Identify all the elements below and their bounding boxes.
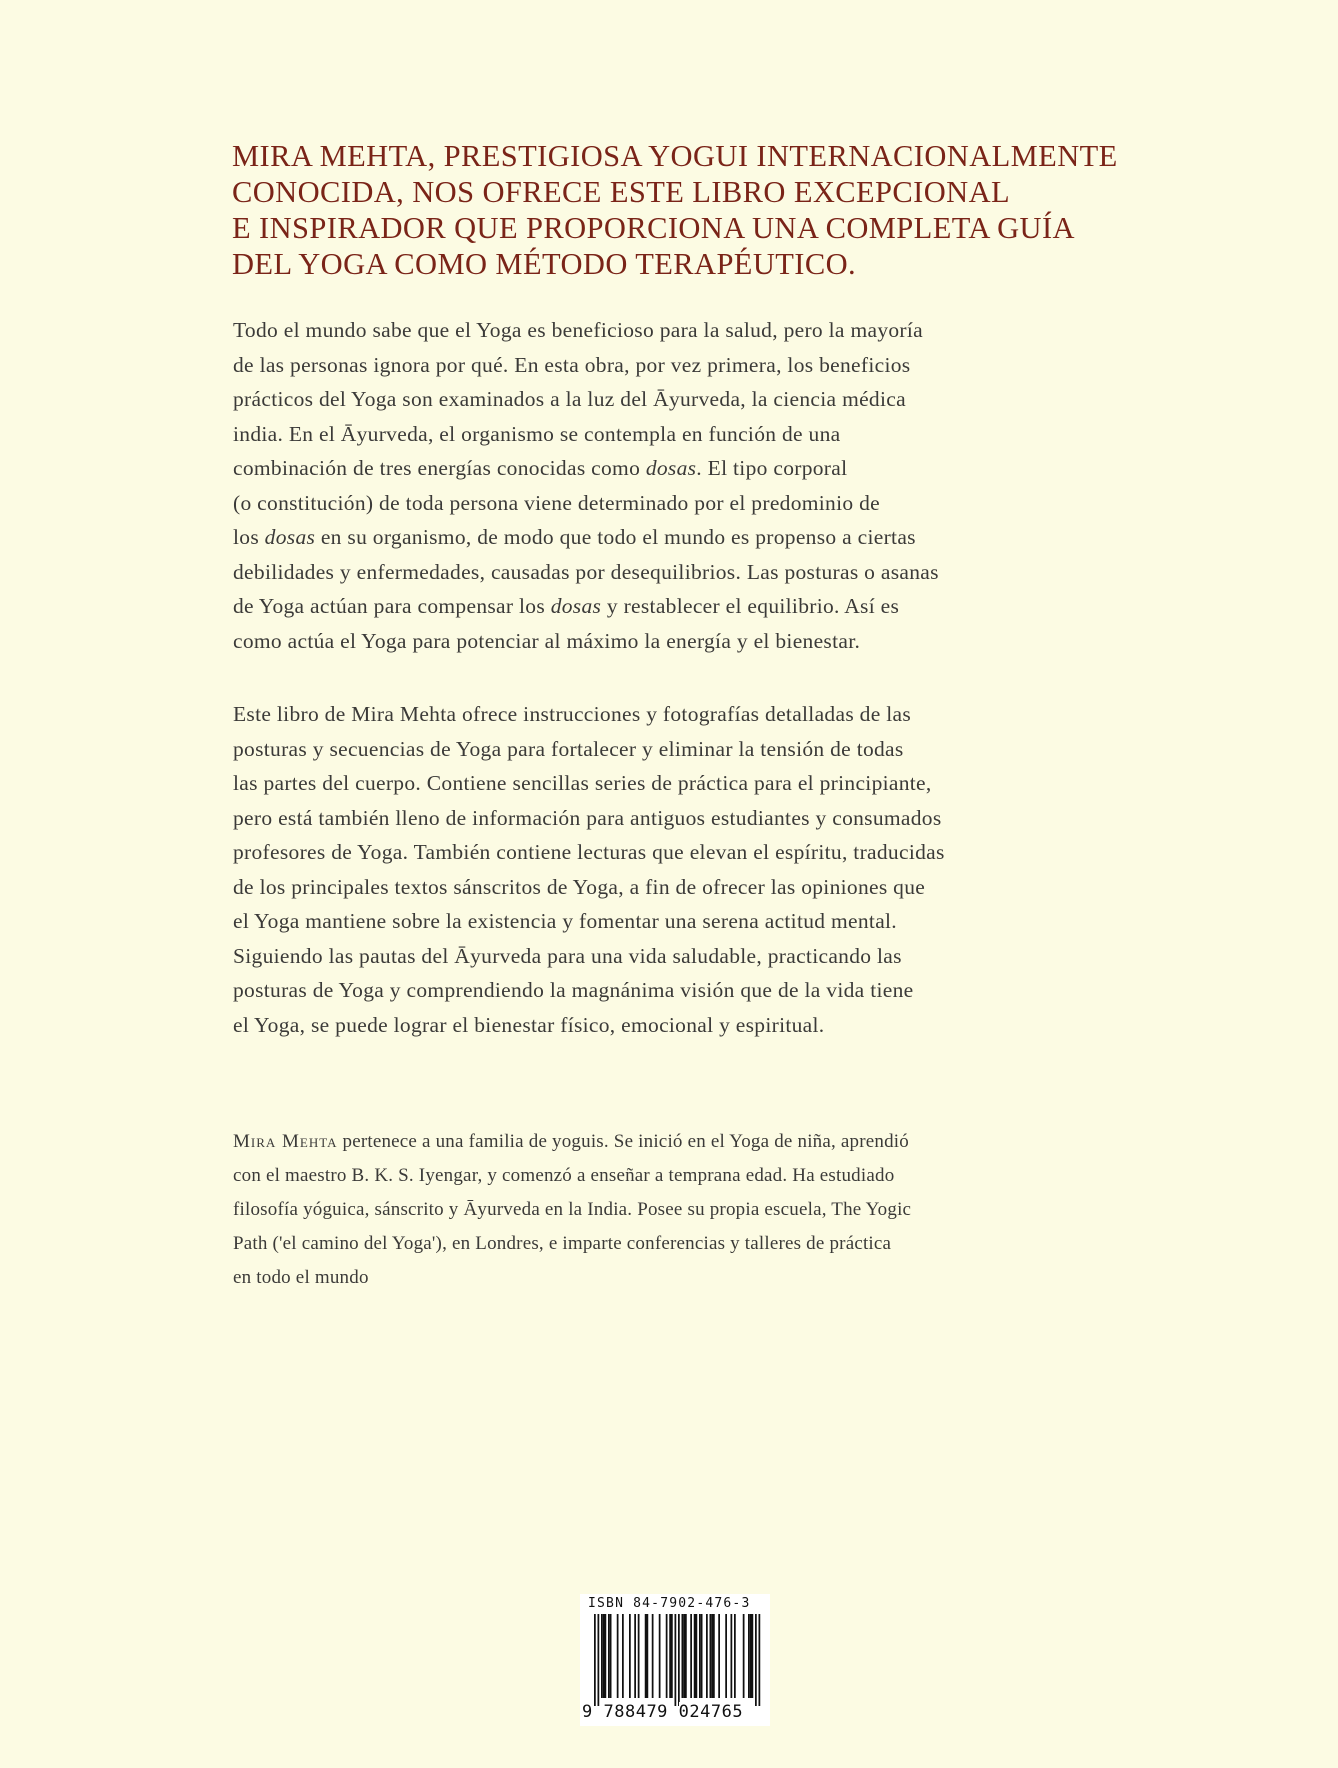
barcode-bar bbox=[638, 1614, 640, 1698]
paragraph-line: las partes del cuerpo. Contiene sencillas series de práctica para el principiante, bbox=[233, 771, 932, 795]
paragraph-line: posturas de Yoga y comprendiendo la magnánima visión que de la vida tiene bbox=[233, 978, 914, 1002]
barcode-bar bbox=[603, 1614, 605, 1698]
author-name: Mira Mehta bbox=[233, 1131, 338, 1152]
barcode-bar bbox=[725, 1614, 727, 1698]
barcode-bar bbox=[659, 1614, 661, 1698]
barcode-bar bbox=[748, 1614, 750, 1698]
barcode-bar bbox=[594, 1614, 596, 1706]
paragraph-line: india. En el Āyurveda, el organismo se contempla en función de una bbox=[233, 421, 841, 446]
description-paragraph-1 bbox=[233, 313, 1105, 658]
barcode-bars bbox=[580, 1614, 770, 1706]
bio-line bbox=[233, 1125, 1105, 1159]
barcode-bar bbox=[731, 1614, 733, 1698]
paragraph-line: (o constitución) de toda persona viene determinado por el predominio de bbox=[233, 490, 880, 515]
barcode-bar bbox=[706, 1614, 708, 1698]
isbn-label: ISBN 84-7902-476-3 bbox=[588, 1596, 751, 1611]
ean-first-digit: 9 bbox=[582, 1702, 593, 1722]
bio-line: Path ('el camino del Yoga'), en Londres, e imparte conferencias y talleres de práctica bbox=[233, 1233, 892, 1254]
barcode-bar bbox=[682, 1614, 684, 1698]
barcode-bar bbox=[645, 1614, 647, 1698]
paragraph-line: de las personas ignora por qué. En esta obra, por vez primera, los beneficios bbox=[233, 352, 911, 377]
bio-line: en todo el mundo bbox=[233, 1267, 369, 1288]
barcode-bar bbox=[685, 1614, 687, 1698]
barcode-bar bbox=[598, 1614, 600, 1706]
ean-digits bbox=[582, 1702, 743, 1722]
barcode-bar bbox=[608, 1614, 610, 1698]
barcode-bar bbox=[629, 1614, 631, 1698]
barcode-bar bbox=[701, 1614, 703, 1698]
paragraph-line: profesores de Yoga. También contiene lecturas que elevan el espíritu, traducidas bbox=[233, 840, 945, 864]
paragraph-line: de Yoga actúan para compensar los dosas y restablecer el equilibrio. Así es bbox=[233, 594, 900, 618]
barcode-bar bbox=[652, 1614, 654, 1698]
bio-line: filosofía yóguica, sánscrito y Āyurveda en la India. Posee su propia escuela, The Yogic bbox=[233, 1199, 912, 1220]
barcode-bar bbox=[718, 1614, 720, 1698]
barcode-bar bbox=[622, 1614, 624, 1698]
isbn-barcode bbox=[580, 1594, 770, 1726]
barcode-bar bbox=[713, 1614, 715, 1698]
paragraph-line: el Yoga mantiene sobre la existencia y fomentar una serena actitud mental. bbox=[233, 909, 897, 933]
barcode-bar bbox=[634, 1614, 636, 1698]
barcode-bar bbox=[690, 1614, 692, 1698]
barcode-bar bbox=[696, 1614, 698, 1698]
headline-line: E INSPIRADOR QUE PROPORCIONA UNA COMPLETA GUÍA bbox=[232, 211, 1075, 245]
barcode-bar bbox=[666, 1614, 668, 1698]
bio-line: con el maestro B. K. S. Iyengar, y comenzó a enseñar a temprana edad. Ha estudiado bbox=[233, 1165, 895, 1186]
paragraph-line: los dosas en su organismo, de modo que todo el mundo es propenso a ciertas bbox=[233, 525, 916, 549]
barcode-bar bbox=[669, 1614, 671, 1698]
barcode-bar bbox=[610, 1614, 612, 1698]
bio-text: pertenece a una familia de yoguis. Se inició en el Yoga de niña, aprendió bbox=[337, 1131, 909, 1152]
barcode-bar bbox=[743, 1614, 745, 1698]
barcode-bar bbox=[647, 1614, 649, 1698]
barcode-bar bbox=[699, 1614, 701, 1698]
barcode-bar bbox=[694, 1614, 696, 1698]
barcode-bar bbox=[601, 1614, 603, 1698]
barcode-bar bbox=[710, 1614, 712, 1698]
paragraph-line: posturas y secuencias de Yoga para fortalecer y eliminar la tensión de todas bbox=[233, 736, 904, 761]
paragraph-line: pero está también lleno de información para antiguos estudiantes y consumados bbox=[233, 805, 942, 830]
headline-line: MIRA MEHTA, PRESTIGIOSA YOGUI INTERNACIONALMENTE bbox=[232, 139, 1118, 173]
barcode-bar bbox=[711, 1614, 713, 1698]
paragraph-line: el Yoga, se puede lograr el bienestar físico, emocional y espiritual. bbox=[233, 1012, 825, 1037]
barcode-bar bbox=[617, 1614, 619, 1698]
ean-left-group: 788479 bbox=[603, 1702, 668, 1722]
barcode-bar bbox=[683, 1614, 685, 1698]
headline-line: CONOCIDA, NOS OFRECE ESTE LIBRO EXCEPCIONAL bbox=[232, 175, 1011, 209]
barcode-bar bbox=[671, 1614, 673, 1698]
barcode-bar bbox=[675, 1614, 677, 1706]
paragraph-line: combinación de tres energías conocidas como dosas. El tipo corporal bbox=[233, 456, 848, 480]
barcode-bar bbox=[605, 1614, 607, 1698]
barcode-bar bbox=[759, 1614, 761, 1706]
barcode-bar bbox=[752, 1614, 754, 1698]
author-bio bbox=[233, 1125, 1105, 1295]
headline bbox=[232, 138, 1118, 282]
paragraph-line: como actúa el Yoga para potenciar al máximo la energía y el bienestar. bbox=[233, 628, 861, 653]
barcode-bar bbox=[750, 1614, 752, 1698]
description-paragraph-2 bbox=[233, 697, 1105, 1042]
paragraph-line: prácticos del Yoga son examinados a la luz del Āyurveda, la ciencia médica bbox=[233, 387, 906, 411]
paragraph-line: debilidades y enfermedades, causadas por desequilibrios. Las posturas o asanas bbox=[233, 559, 939, 584]
paragraph-line: Todo el mundo sabe que el Yoga es beneficioso para la salud, pero la mayoría bbox=[233, 318, 923, 342]
ean-right-group: 024765 bbox=[678, 1702, 744, 1722]
paragraph-line: de los principales textos sánscritos de Yoga, a fin de ofrecer las opiniones que bbox=[233, 874, 926, 899]
headline-line: DEL YOGA COMO MÉTODO TERAPÉUTICO. bbox=[232, 247, 857, 281]
barcode-bar bbox=[678, 1614, 680, 1706]
barcode-bar bbox=[734, 1614, 736, 1698]
paragraph-line: Siguiendo las pautas del Āyurveda para una vida saludable, practicando las bbox=[233, 943, 902, 968]
paragraph-line: Este libro de Mira Mehta ofrece instrucciones y fotografías detalladas de las bbox=[233, 702, 912, 726]
barcode-bar bbox=[755, 1614, 757, 1706]
